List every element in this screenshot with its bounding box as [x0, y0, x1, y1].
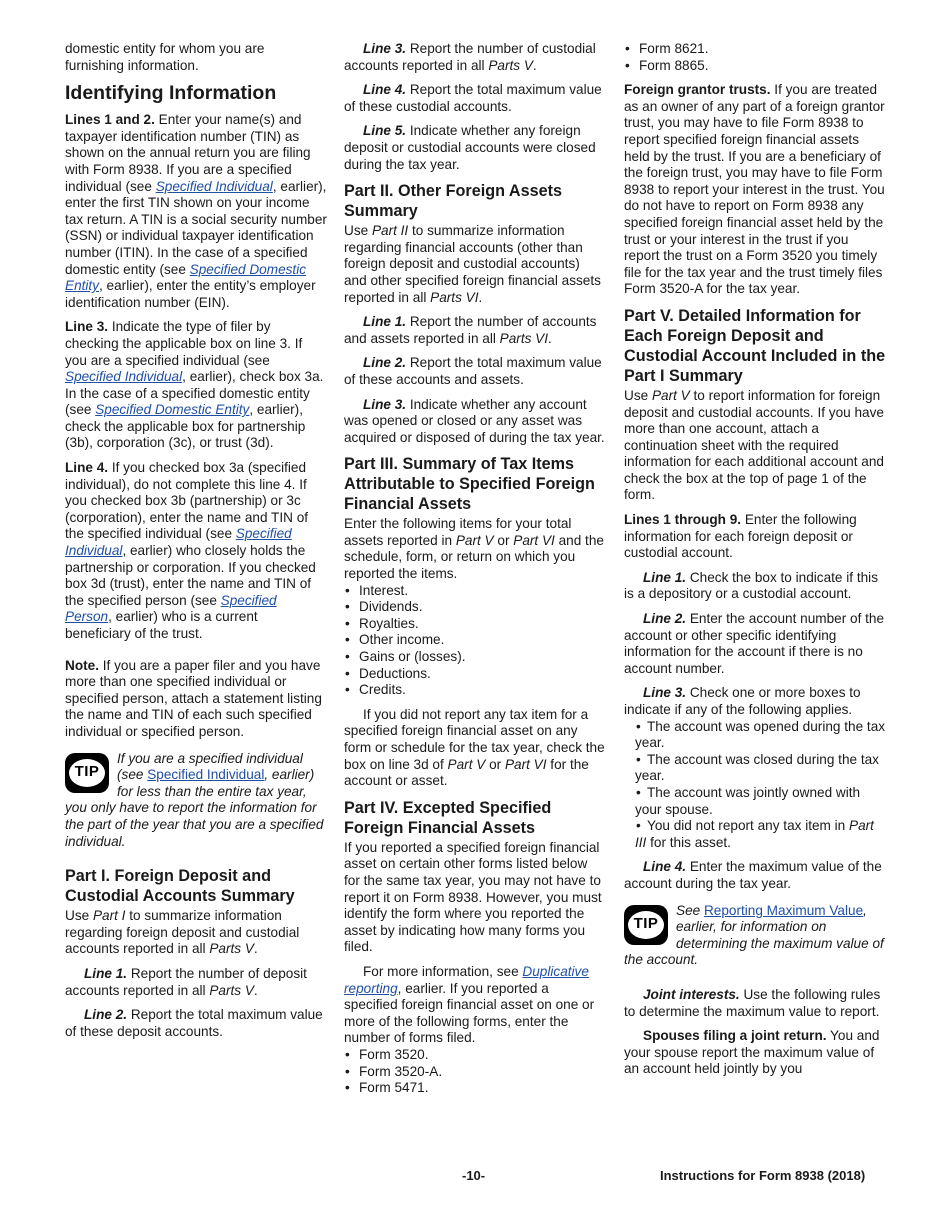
- heading-part-3: Part III. Summary of Tax Items Attributable to Specified Foreign Financial Assets: [344, 455, 595, 514]
- column-1: [65, 41, 327, 1048]
- part-1-line-5-paragraph: Line 5. Indicate whether any foreign deposit or custodial accounts were closed during the tax year.: [344, 123, 596, 172]
- list-item: • Other income.: [344, 632, 606, 649]
- foreign-grantor-trusts-paragraph: Foreign grantor trusts. If you are treated as an owner of any part of a foreign grantor trust, you may have to file Form 8938 to report specified foreign financial assets held by the trust. If you are a beneficiary of the foreign trust, you may have to file Form 8938 to report your interest in the trust. You do not have to report on Form 8938 any specified foreign financial asset held by the trust or your interest in the trust if you report the trust on a Form 3520 you timely file for the tax year and the trust timely files Form 3520-A for the tax year.: [624, 82, 885, 297]
- list-item: • The account was opened during the tax year.: [635, 719, 886, 752]
- column-3: [624, 41, 886, 1086]
- list-item: • You did not report any tax item in Part III for this asset.: [635, 818, 886, 851]
- forms-list-continued: [624, 41, 886, 74]
- part-4-more-info-paragraph: For more information, see Duplicative reporting, earlier. If you reported a specified foreign financial asset on one or more of the following forms, enter the number of forms filed.: [344, 963, 595, 1046]
- list-item: • Credits.: [344, 682, 606, 699]
- note-label: Note.: [65, 657, 99, 673]
- list-item: • Form 8621.: [624, 41, 886, 58]
- part-1-paragraph: Use Part I to summarize information regarding foreign deposit and custodial accounts reported in all Parts V.: [65, 908, 300, 957]
- tip-icon: TIP: [624, 905, 668, 945]
- list-item: • Deductions.: [344, 666, 606, 683]
- specified-person-link[interactable]: Specified Person: [65, 592, 277, 625]
- heading-part-1: Part I. Foreign Deposit and Custodial Accounts Summary: [65, 867, 295, 906]
- part-5-line-3-paragraph: Line 3. Check one or more boxes to indicate if any of the following applies.: [624, 685, 861, 717]
- part-2-line-1-paragraph: Line 1. Report the number of accounts and assets reported in all Parts VI.: [344, 314, 597, 346]
- list-item: • Form 8865.: [624, 58, 886, 75]
- list-item: • Form 3520.: [344, 1047, 606, 1064]
- line-3-label: Line 3.: [65, 319, 109, 335]
- part-1-line-4-paragraph: Line 4. Report the total maximum value of these custodial accounts.: [344, 82, 602, 114]
- heading-part-2: Part II. Other Foreign Assets Summary: [344, 182, 562, 221]
- heading-part-4: Part IV. Excepted Specified Foreign Financial Assets: [344, 798, 552, 837]
- part-5-line-1-paragraph: Line 1. Check the box to indicate if this is a depository or a custodial account.: [624, 569, 878, 602]
- list-item: • Form 5471.: [344, 1080, 606, 1097]
- list-item: • The account was jointly owned with your spouse.: [635, 785, 886, 818]
- line-3-conditions-list: [624, 719, 886, 852]
- part-5-line-4-paragraph: Line 4. Enter the maximum value of the account during the tax year.: [624, 859, 882, 891]
- list-item: • Interest.: [344, 583, 606, 600]
- tip-icon: TIP: [65, 753, 109, 793]
- page-number: -10-: [462, 1168, 486, 1183]
- specified-individual-link[interactable]: Specified Individual: [155, 178, 273, 194]
- list-item: • The account was closed during the tax year.: [635, 752, 886, 785]
- list-item: • Dividends.: [344, 599, 606, 616]
- specified-domestic-entity-link[interactable]: Specified Domestic Entity: [95, 402, 250, 418]
- list-item: • Royalties.: [344, 616, 606, 633]
- part-1-line-1-paragraph: Line 1. Report the number of deposit accounts reported in all Parts V.: [65, 965, 307, 998]
- part-3-paragraph: Enter the following items for your total assets reported in Part V or Part VI and the schedule, form, or return on which you reported the items.: [344, 516, 604, 582]
- tip-box: TIP If you are a specified individual (see Specified Individual, earlier) for less than the entire tax year, you only have to report the information for the part of the year that you are a specified individual.: [65, 750, 324, 849]
- part-2-line-3-paragraph: Line 3. Indicate whether any account was opened or closed or any asset was acquired or disposed of during the tax year.: [344, 396, 605, 445]
- intro-text: domestic entity for whom you are furnishing information.: [65, 41, 265, 73]
- part-5-line-2-paragraph: Line 2. Enter the account number of the account or other specific identifying information for the account if there is no account number.: [624, 611, 885, 676]
- reporting-maximum-value-link[interactable]: Reporting Maximum Value: [703, 902, 864, 918]
- lines-1-through-9-paragraph: Lines 1 through 9. Enter the following information for each foreign deposit or custodial account.: [624, 512, 857, 561]
- specified-domestic-entity-link[interactable]: Specified Domestic Entity: [65, 261, 307, 294]
- note-paragraph: Note. If you are a paper filer and you have more than one specified individual or specified person, attach a statement listing the name and TIN of each such specified individual or specified person.: [65, 657, 322, 739]
- tip-box: TIP See Reporting Maximum Value, earlier, for information on determining the maximum value of the account.: [624, 902, 884, 968]
- forms-list: [344, 1047, 606, 1097]
- part-5-paragraph: Use Part V to report information for foreign deposit and custodial accounts. If you have more than one account, attach a continuation sheet with the required information for each additional account and check the box at the top of page 1 of the form.: [624, 387, 884, 503]
- heading-identifying-information: Identifying Information: [65, 82, 277, 105]
- line-4-paragraph: Line 4. If you checked box 3a (specified individual), do not complete this line 4. If you checked box 3b (partnership) or 3c (corporation), enter the name and TIN of the specified individual (see Specified Individual, earlier) who closely holds the partnership or corporation. If you checked box 3d (trust), enter the name and TIN of the specified person (see Specified Person, earlier) who is a current beneficiary of the trust.: [65, 460, 316, 641]
- column-2: [344, 41, 606, 1105]
- list-item: • Form 3520-A.: [344, 1064, 606, 1081]
- list-item: • Gains or (losses).: [344, 649, 606, 666]
- part-3-after-paragraph: If you did not report any tax item for a specified foreign financial asset on any form or schedule for the tax year, check the box on line 3d of Part V or Part VI for the account or asset.: [344, 706, 605, 789]
- tax-items-list: [344, 583, 606, 699]
- part-4-paragraph: If you reported a specified foreign financial asset on certain other forms listed below for the same tax year, you may not have to report it on Form 8938. However, you must identify the form where you reported the asset by indicating how many forms you filed.: [344, 839, 602, 955]
- specified-individual-link[interactable]: Specified Individual: [65, 369, 183, 385]
- line-3-paragraph: Line 3. Indicate the type of filer by checking the applicable box on line 3. If you are a specified individual (see Specified Individual, earlier), check box 3a. In the case of a specified domestic entity (see Specified Domestic Entity, earlier), check the applicable box for partnership (3b), corporation (3c), or trust (3d).: [65, 319, 324, 451]
- joint-interests-paragraph: Joint interests. Use the following rules to determine the maximum value to report.: [624, 986, 881, 1019]
- part-2-line-2-paragraph: Line 2. Report the total maximum value of these accounts and assets.: [344, 355, 602, 387]
- duplicative-reporting-link[interactable]: Duplicative reporting: [344, 963, 589, 996]
- part-1-line-2-paragraph: Line 2. Report the total maximum value of these deposit accounts.: [65, 1007, 323, 1039]
- form-title-footer: Instructions for Form 8938 (2018): [660, 1168, 866, 1183]
- lines-1-and-2-paragraph: Lines 1 and 2. Enter your name(s) and taxpayer identification number (TIN) as shown on the annual return you are filing with Form 8938. If you are a specified individual (see Specified Individual, earlier), enter the first TIN shown on your income tax return. A TIN is a social security number (SSN) or individual taxpayer identification number (ITIN). In the case of a specified domestic entity (see Specified Domestic Entity, earlier), enter the entity’s employer identification number (EIN).: [65, 112, 327, 310]
- heading-part-5: Part V. Detailed Information for Each Foreign Deposit and Custodial Account Included in the Part I Summary: [624, 306, 886, 385]
- specified-individual-link[interactable]: Specified Individual: [147, 767, 265, 783]
- spouses-joint-return-paragraph: Spouses filing a joint return. You and your spouse report the maximum value of an account held jointly by you: [624, 1028, 880, 1077]
- line-4-label: Line 4.: [65, 460, 109, 476]
- specified-individual-link[interactable]: Specified Individual: [65, 526, 292, 559]
- part-2-paragraph: Use Part II to summarize information regarding financial accounts (other than foreign deposit and custodial accounts) and other specified foreign financial assets reported in all Parts VI.: [344, 223, 601, 305]
- lines-1-2-label: Lines 1 and 2.: [65, 112, 155, 128]
- part-1-line-3-paragraph: Line 3. Report the number of custodial accounts reported in all Parts V.: [344, 41, 596, 73]
